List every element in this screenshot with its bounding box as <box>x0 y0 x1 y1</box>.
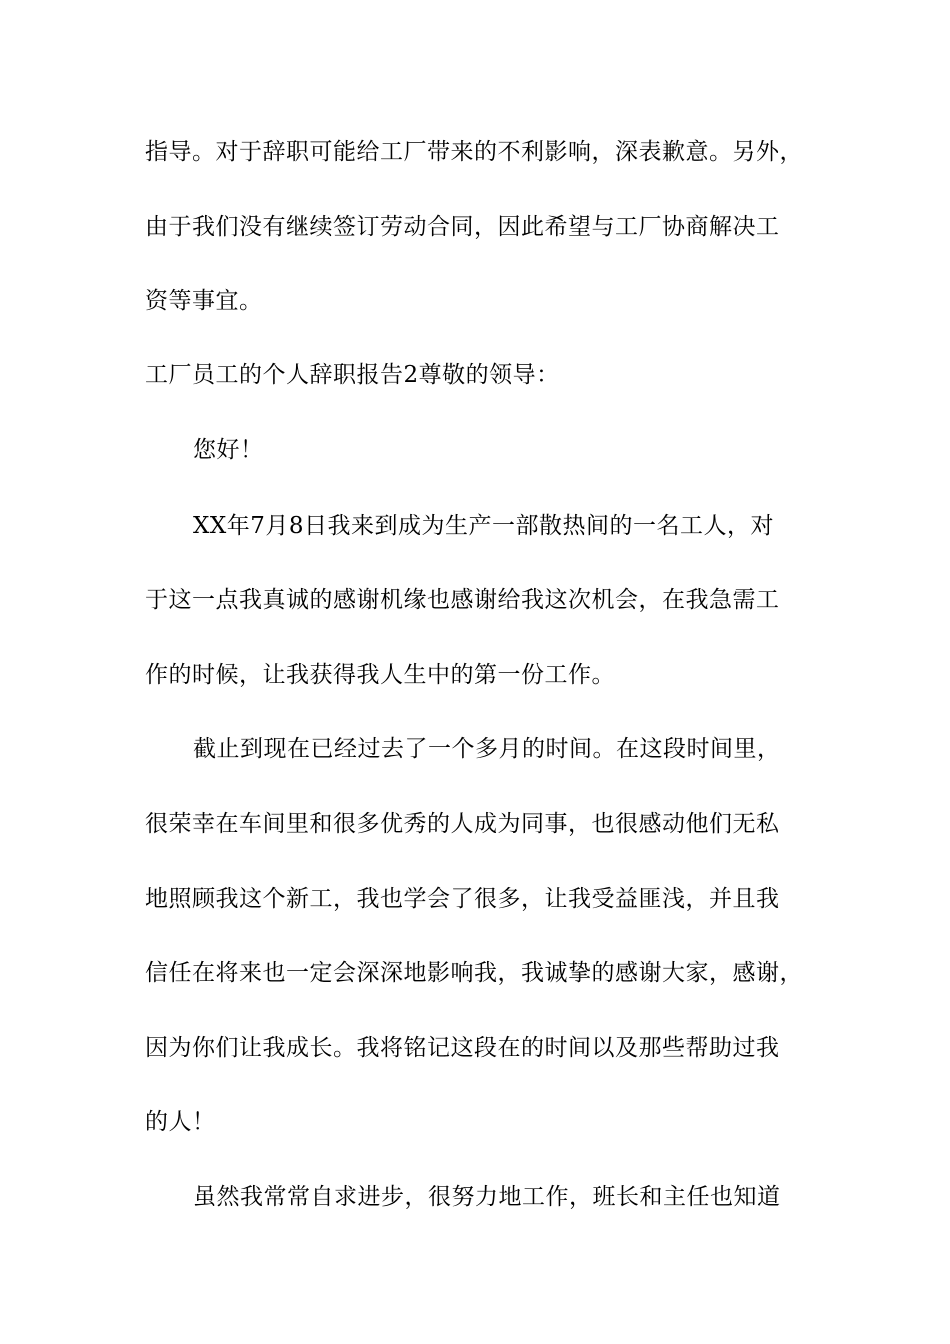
text-line: 指导。对于辞职可能给工厂带来的不利影响，深表歉意。另外， <box>145 139 803 165</box>
text-line: 作的时候，让我获得我人生中的第一份工作。 <box>145 662 615 688</box>
text-line: 由于我们没有继续签订劳动合同，因此希望与工厂协商解决工 <box>145 214 780 240</box>
greeting: 您好！ <box>193 437 264 463</box>
section-heading: 工厂员工的个人辞职报告2尊敬的领导： <box>145 362 560 388</box>
text-line: 虽然我常常自求进步，很努力地工作，班长和主任也知道 <box>193 1184 781 1210</box>
text-line: 截止到现在已经过去了一个多月的时间。在这段时间里， <box>193 736 781 762</box>
text-line: 很荣幸在车间里和很多优秀的人成为同事，也很感动他们无私 <box>145 811 780 837</box>
text-line: 资等事宜。 <box>145 288 263 314</box>
text-line: 于这一点我真诚的感谢机缘也感谢给我这次机会，在我急需工 <box>145 587 780 613</box>
text-line: 地照顾我这个新工，我也学会了很多，让我受益匪浅，并且我 <box>145 886 780 912</box>
text-line: 因为你们让我成长。我将铭记这段在的时间以及那些帮助过我 <box>145 1035 780 1061</box>
text-line: XX年7月8日我来到成为生产一部散热间的一名工人，对 <box>193 513 775 539</box>
text-line: 的人！ <box>145 1109 216 1135</box>
text-line: 信任在将来也一定会深深地影响我，我诚挚的感谢大家，感谢， <box>145 960 803 986</box>
